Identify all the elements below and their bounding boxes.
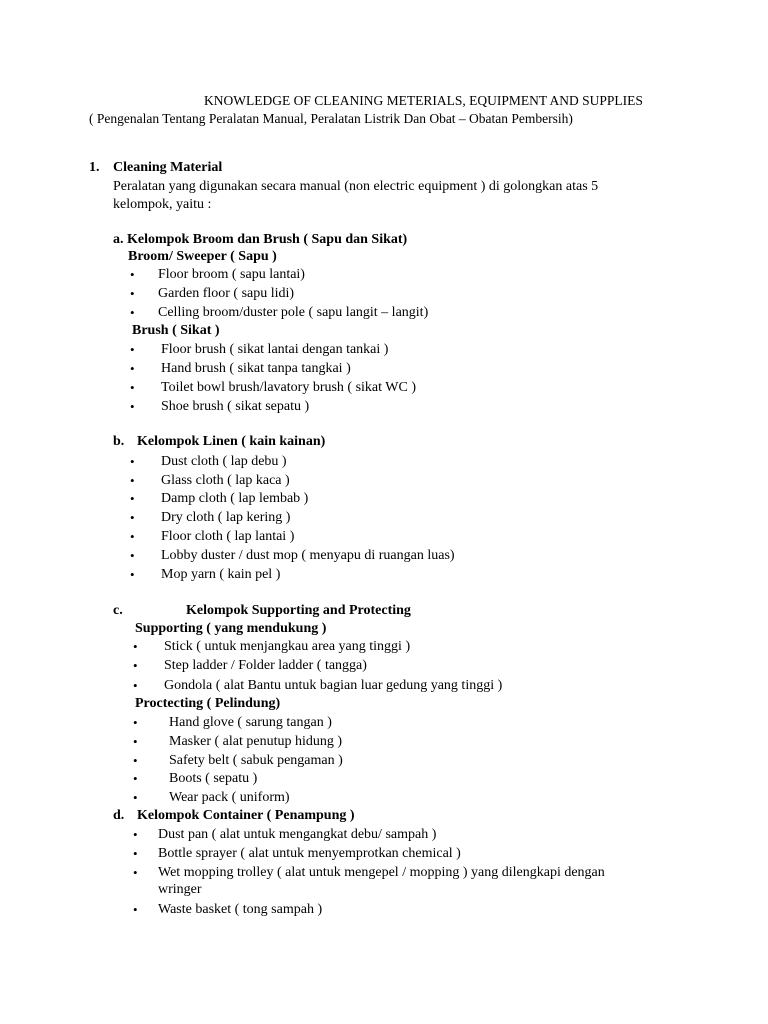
list-item: Hand brush ( sikat tanpa tangkai ) (161, 361, 351, 376)
bullet: • (130, 305, 135, 320)
group-a-sub-brush: Brush ( Sikat ) (132, 323, 220, 338)
bullet: • (130, 399, 135, 414)
group-c-letter: c. (113, 603, 123, 618)
list-item: Floor cloth ( lap lantai ) (161, 529, 295, 544)
group-d-heading: Kelompok Container ( Penampung ) (137, 808, 355, 823)
list-item: Hand glove ( sarung tangan ) (169, 715, 332, 730)
group-c-sub-supporting: Supporting ( yang mendukung ) (135, 621, 327, 636)
bullet: • (133, 902, 138, 917)
list-item: Garden floor ( sapu lidi) (158, 286, 295, 301)
list-item: Toilet bowl brush/lavatory brush ( sikat WC ) (161, 380, 417, 395)
document-subtitle: ( Pengenalan Tentang Peralatan Manual, Peralatan Listrik Dan Obat – Obatan Pembersih) (89, 111, 573, 126)
section-number: 1. (89, 160, 100, 175)
section-heading: Cleaning Material (113, 160, 223, 175)
list-item: Dust cloth ( lap debu ) (161, 454, 287, 469)
list-item: Gondola ( alat Bantu untuk bagian luar gedung yang tinggi ) (164, 678, 503, 693)
section-intro-line-2: kelompok, yaitu : (113, 197, 212, 212)
list-item: Wet mopping trolley ( alat untuk mengepel / mopping ) yang dilengkapi dengan (158, 865, 605, 880)
section-intro-line-1: Peralatan yang digunakan secara manual (non electric equipment ) di golongkan atas 5 (113, 179, 599, 194)
bullet: • (133, 827, 138, 842)
list-item: Bottle sprayer ( alat untuk menyemprotkan chemical ) (158, 846, 461, 861)
document-title: KNOWLEDGE OF CLEANING METERIALS, EQUIPMENT AND SUPPLIES (204, 93, 643, 108)
list-item: Shoe brush ( sikat sepatu ) (161, 399, 310, 414)
group-d-letter: d. (113, 808, 125, 823)
bullet: • (130, 267, 135, 282)
list-item: Wear pack ( uniform) (169, 790, 290, 805)
group-b-letter: b. (113, 434, 125, 449)
bullet: • (130, 454, 135, 469)
list-item-continuation: wringer (158, 882, 202, 897)
bullet: • (130, 342, 135, 357)
bullet: • (133, 678, 138, 693)
bullet: • (133, 753, 138, 768)
bullet: • (133, 790, 138, 805)
group-c-sub-protecting: Proctecting ( Pelindung) (135, 696, 281, 711)
bullet: • (130, 361, 135, 376)
list-item: Step ladder / Folder ladder ( tangga) (164, 658, 367, 673)
list-item: Mop yarn ( kain pel ) (161, 567, 281, 582)
bullet: • (130, 491, 135, 506)
list-item: Damp cloth ( lap lembab ) (161, 491, 309, 506)
list-item: Floor broom ( sapu lantai) (158, 267, 305, 282)
group-a-sub-broom: Broom/ Sweeper ( Sapu ) (128, 249, 277, 264)
bullet: • (133, 734, 138, 749)
bullet: • (130, 529, 135, 544)
bullet: • (130, 286, 135, 301)
group-b-heading: Kelompok Linen ( kain kainan) (137, 434, 326, 449)
bullet: • (133, 865, 138, 880)
list-item: Waste basket ( tong sampah ) (158, 902, 323, 917)
bullet: • (133, 639, 138, 654)
group-c-heading: Kelompok Supporting and Protecting (186, 603, 411, 618)
bullet: • (133, 658, 138, 673)
list-item: Glass cloth ( lap kaca ) (161, 473, 290, 488)
list-item: Boots ( sepatu ) (169, 771, 258, 786)
bullet: • (133, 846, 138, 861)
bullet: • (130, 380, 135, 395)
bullet: • (130, 510, 135, 525)
list-item: Floor brush ( sikat lantai dengan tankai ) (161, 342, 389, 357)
bullet: • (130, 473, 135, 488)
list-item: Safety belt ( sabuk pengaman ) (169, 753, 343, 768)
list-item: Lobby duster / dust mop ( menyapu di ruangan luas) (161, 548, 455, 563)
bullet: • (130, 567, 135, 582)
list-item: Masker ( alat penutup hidung ) (169, 734, 343, 749)
list-item: Dust pan ( alat untuk mengangkat debu/ sampah ) (158, 827, 437, 842)
list-item: Celling broom/duster pole ( sapu langit – langit) (158, 305, 429, 320)
bullet: • (133, 715, 138, 730)
group-a-heading: a. Kelompok Broom dan Brush ( Sapu dan Sikat) (113, 232, 408, 247)
list-item: Stick ( untuk menjangkau area yang tinggi ) (164, 639, 411, 654)
bullet: • (130, 548, 135, 563)
bullet: • (133, 771, 138, 786)
list-item: Dry cloth ( lap kering ) (161, 510, 291, 525)
